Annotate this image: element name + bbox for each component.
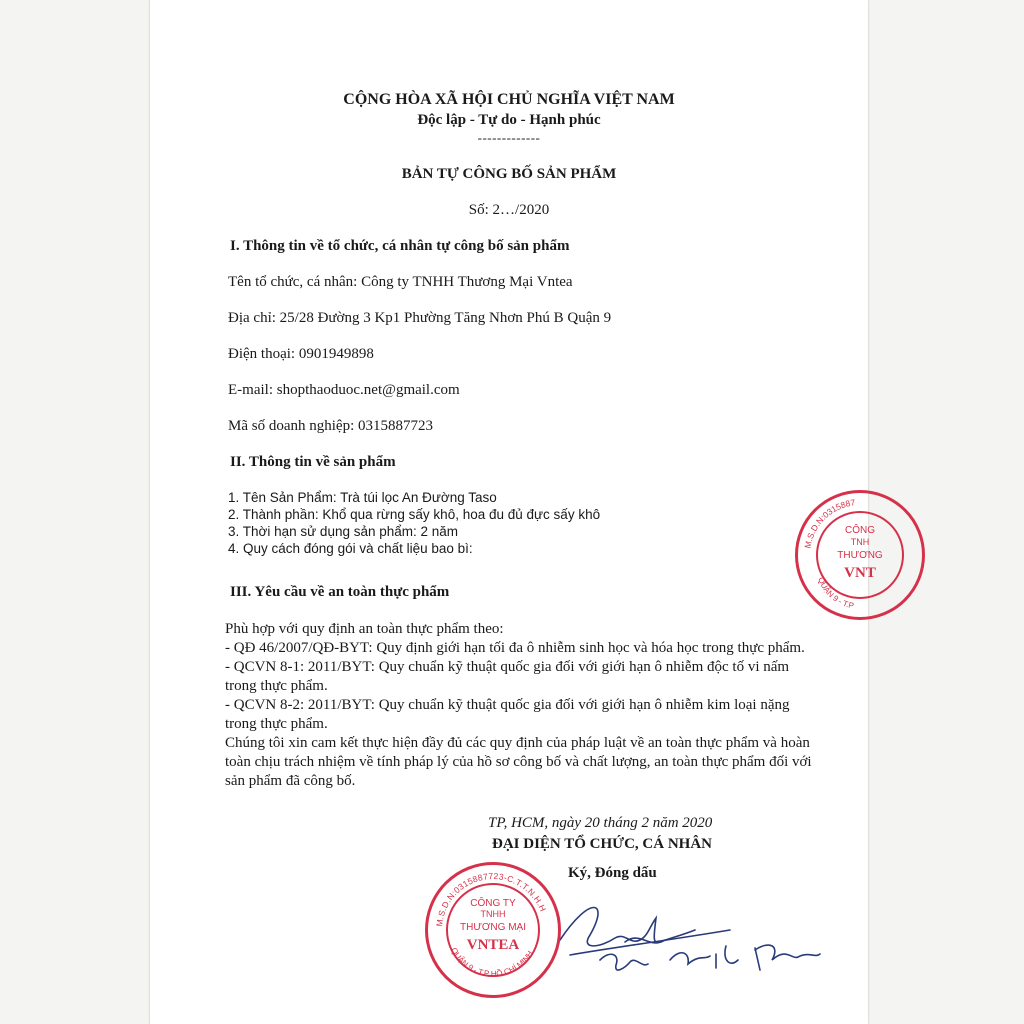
product-name: 1. Tên Sản Phẩm: Trà túi lọc An Đường Taso bbox=[228, 490, 497, 505]
document-title: BẢN TỰ CÔNG BỐ SẢN PHẨM bbox=[401, 166, 617, 182]
safety-line: - QĐ 46/2007/QĐ-BYT: Quy định giới hạn tối đa ô nhiễm sinh học và hóa học trong thực phẩm. bbox=[225, 640, 805, 656]
edge-seal-ring-top: M.S.D.N:0315887 bbox=[802, 497, 856, 550]
field-email: E-mail: shopthaoduoc.net@gmail.com bbox=[228, 382, 460, 398]
product-shelf-life: 3. Thời hạn sử dụng sản phẩm: 2 năm bbox=[228, 524, 459, 539]
company-seal: M.S.D.N:0315887723-C.T.T.N.H.H QUẬN 9 - T.P HỒ CHÍ MINH CÔNG TY TNHH THƯƠNG MẠI VNTEA bbox=[425, 862, 561, 998]
place-date: TP, HCM, ngày 20 tháng 2 năm 2020 bbox=[488, 815, 713, 831]
safety-line: trong thực phẩm. bbox=[225, 716, 328, 732]
commitment-line: sản phẩm đã công bố. bbox=[225, 773, 356, 789]
section2-heading: II. Thông tin về sản phẩm bbox=[230, 454, 396, 470]
field-phone: Điện thoại: 0901949898 bbox=[228, 346, 374, 362]
product-packaging: 4. Quy cách đóng gói và chất liệu bao bì: bbox=[228, 541, 473, 556]
safety-line: trong thực phẩm. bbox=[225, 678, 328, 694]
edge-seal-ring-bottom: QUẬN 9 - T.P bbox=[816, 576, 855, 611]
sign-instruction: Ký, Đóng dấu bbox=[568, 865, 657, 881]
field-organization-name: Tên tổ chức, cá nhân: Công ty TNHH Thương Mại Vntea bbox=[228, 274, 573, 290]
section3-heading: III. Yêu cầu về an toàn thực phẩm bbox=[230, 584, 450, 600]
safety-line: - QCVN 8-2: 2011/BYT: Quy chuẩn kỹ thuật quốc gia đối với giới hạn ô nhiễm kim loại nặng bbox=[225, 697, 790, 713]
field-address: Địa chỉ: 25/28 Đường 3 Kp1 Phường Tăng Nhơn Phú B Quận 9 bbox=[228, 310, 612, 326]
seal-ring-bottom: QUẬN 9 - T.P HỒ CHÍ MINH bbox=[449, 946, 535, 979]
seal-ring-top: M.S.D.N:0315887723-C.T.T.N.H.H bbox=[434, 870, 549, 928]
header-divider: ------------- bbox=[477, 130, 541, 145]
product-ingredients: 2. Thành phần: Khổ qua rừng sấy khô, hoa đu đủ đực sấy khô bbox=[228, 507, 601, 522]
section1-heading: I. Thông tin về tổ chức, cá nhân tự công bố sản phẩm bbox=[230, 238, 570, 254]
commitment-line: Chúng tôi xin cam kết thực hiện đầy đủ các quy định của pháp luật về an toàn thực phẩm và hoàn bbox=[225, 735, 810, 751]
document-number: Số: 2…/2020 bbox=[468, 202, 550, 218]
national-motto: Độc lập - Tự do - Hạnh phúc bbox=[417, 112, 601, 128]
safety-line: - QCVN 8-1: 2011/BYT: Quy chuẩn kỹ thuật quốc gia đối với giới hạn ô nhiễm độc tố vi nấm bbox=[225, 659, 790, 675]
national-title: CỘNG HÒA XÃ HỘI CHỦ NGHĨA VIỆT NAM bbox=[343, 91, 675, 108]
signatory-role: ĐẠI DIỆN TỔ CHỨC, CÁ NHÂN bbox=[492, 836, 713, 852]
commitment-line: toàn chịu trách nhiệm về tính pháp lý của hồ sơ công bố và chất lượng, an toàn thực phẩm đối với bbox=[225, 754, 812, 770]
safety-line: Phù hợp với quy định an toàn thực phẩm theo: bbox=[225, 621, 504, 637]
edge-seal: M.S.D.N:0315887 QUẬN 9 - T.P CÔNG TNH THƯƠNG VNT bbox=[795, 490, 925, 620]
field-tax-code: Mã số doanh nghiệp: 0315887723 bbox=[228, 418, 433, 434]
document-page bbox=[150, 0, 883, 1024]
handwritten-signature bbox=[530, 890, 830, 990]
